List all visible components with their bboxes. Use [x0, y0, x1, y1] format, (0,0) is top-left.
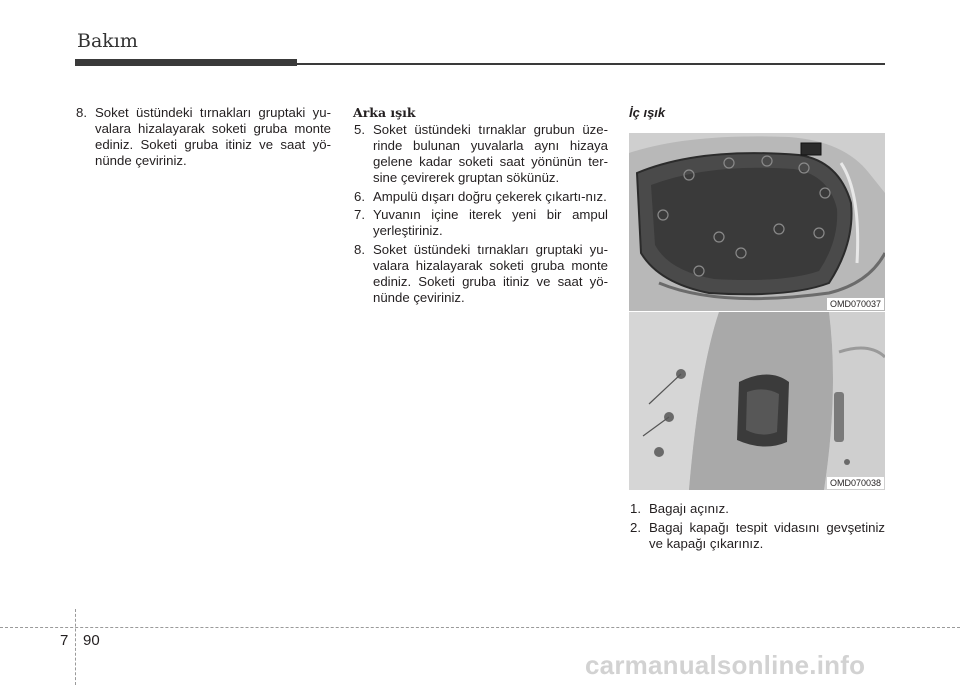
column-3-steps [629, 501, 885, 555]
figure-code: OMD070038 [827, 477, 884, 489]
footer-divider [0, 627, 960, 628]
item-text: Bagaj kapağı tespit vidasını gevşetiniz ve kapağı çıkarınız. [649, 519, 885, 551]
list-item [353, 207, 608, 239]
item-text: Soket üstündeki tırnaklar grubun üze-rinde bulunan yuvalarla aynı hizaya gelene kadar soketi saat yönünün ter-sine çevirerek gruptan sökünüz. [373, 121, 608, 185]
header-bar [75, 59, 297, 66]
item-number: 8. [76, 105, 87, 120]
trunk-interior-illustration [629, 312, 885, 490]
item-number: 2. [630, 519, 641, 535]
item-text: Bagajı açınız. [649, 501, 729, 516]
section-heading-interior-light: İç ışık [629, 105, 666, 120]
figure-code: OMD070037 [827, 298, 884, 310]
column-2 [353, 105, 608, 309]
section-heading-rear-light: Arka ışık [353, 105, 416, 120]
list-item [629, 520, 885, 552]
list-item [353, 122, 608, 186]
item-number: 1. [630, 501, 641, 516]
trunk-lid-illustration [629, 133, 885, 311]
figure-trunk-interior [629, 312, 885, 490]
section-title: Bakım [77, 30, 138, 52]
column-3 [629, 105, 885, 125]
item-number: 5. [354, 121, 365, 137]
item-number: 6. [354, 188, 365, 204]
list-item [353, 189, 608, 205]
watermark: carmanualsonline.info [585, 650, 866, 680]
item-text: Soket üstündeki tırnakları gruptaki yu-valara hizalayarak soketi gruba monte ediniz. Soketi gruba itiniz ve saat yö-nünde çeviriniz. [95, 105, 331, 168]
chapter-number: 7 [60, 632, 69, 649]
list-item [353, 242, 608, 306]
item-text: Soket üstündeki tırnakları gruptaki yu-valara hizalayarak soketi gruba monte ediniz. Soketi gruba itiniz ve saat yö-nünde çeviriniz. [373, 242, 608, 305]
item-number: 8. [354, 242, 365, 258]
column-1 [75, 105, 331, 172]
footer-vertical-divider [75, 609, 76, 685]
list-item [75, 105, 331, 169]
page-number: 90 [83, 632, 100, 649]
list-item [629, 501, 885, 517]
item-number: 7. [354, 207, 365, 223]
item-text: Yuvanın içine iterek yeni bir ampul yerleştiriniz. [373, 207, 608, 239]
header-rule [297, 63, 885, 65]
figure-trunk-lid [629, 133, 885, 311]
item-text: Ampulü dışarı doğru çekerek çıkartı-nız. [373, 188, 607, 204]
